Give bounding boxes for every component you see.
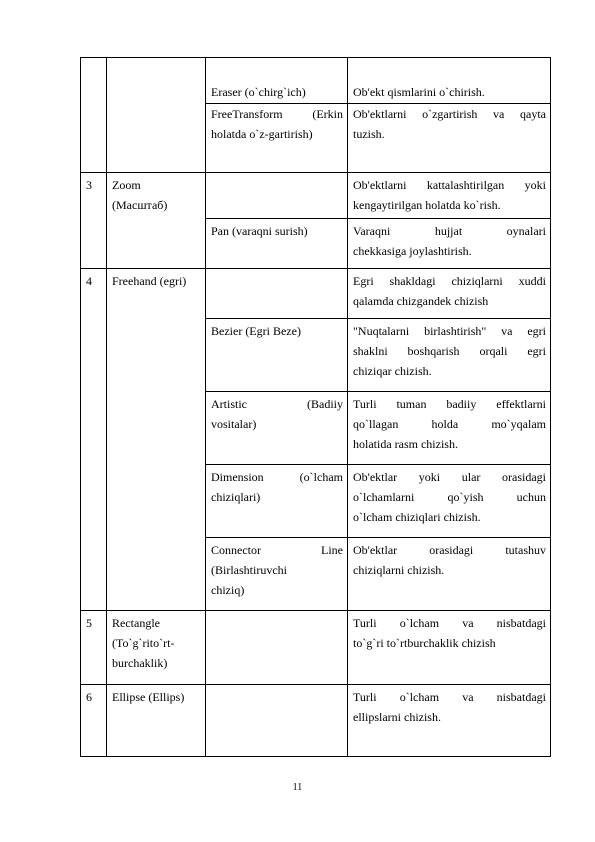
desc-cell-ellipse: Turli o`lcham va nisbatdagi ellipslarni chizish.: [353, 690, 546, 724]
tool-cell-artistic: Artistic (Badiiy vositalar): [211, 397, 343, 431]
desc-cell-pan: Varaqni hujjat oynalari chekkasiga joylashtirish.: [353, 224, 546, 258]
tool-cell-connector: Connector Line (Birlashtiruvchi chiziq): [211, 543, 343, 597]
tool-cell-dimension: Dimension (o`lcham chiziqlari): [211, 470, 343, 504]
desc-cell-eraser: Ob'ekt qismlarini o`chirish.: [353, 85, 485, 99]
desc-cell-rectangle: Turli o`lcham va nisbatdagi to`g`ri to`rtburchaklik chizish: [353, 616, 546, 650]
row-number: 3: [86, 178, 92, 192]
tools-table: [80, 57, 551, 757]
desc-cell-artistic: Turli tuman badiiy effektlarni qo`llagan holda mo`yqalam holatida rasm chizish.: [353, 397, 546, 451]
desc-cell-connector: Ob'ektlar orasidagi tutashuv chiziqlarni chizish.: [353, 543, 546, 577]
tool-name-freehand: Freehand (egri): [112, 274, 187, 288]
row-number: 5: [86, 616, 92, 630]
tool-name-zoom: Zoom (Масштаб): [112, 178, 168, 212]
row-number: 4: [86, 274, 92, 288]
desc-cell-zoom: Ob'ektlarni kattalashtirilgan yoki kengaytirilgan holatda ko`rish.: [353, 178, 546, 212]
tool-name-ellipse: Ellipse (Ellips): [112, 690, 185, 704]
row-number: 6: [86, 690, 92, 704]
desc-cell-freetransform: Ob'ektlarni o`zgartirish va qayta tuzish.: [353, 107, 546, 141]
desc-cell-freehand: Egri shakldagi chiziqlarni xuddi qalamda chizgandek chizish: [353, 274, 546, 308]
tool-cell-eraser: Eraser (o`chirg`ich): [211, 85, 306, 99]
desc-cell-dimension: Ob'ektlar yoki ular orasidagi o`lchamlarni qo`yish uchun o`lcham chiziqlari chizish.: [353, 470, 546, 524]
desc-cell-bezier: "Nuqtalarni birlashtirish" va egri shaklni boshqarish orqali egri chiziqar chizish.: [353, 324, 546, 378]
tool-cell-pan: Pan (varaqni surish): [211, 224, 308, 238]
tool-cell-bezier: Bezier (Egri Beze): [211, 324, 301, 338]
page-number: 11: [292, 782, 303, 793]
tool-cell-freetransform: FreeTransform (Erkin holatda o`z-gartirish): [211, 107, 343, 141]
tool-name-rectangle: Rectangle (To`g`rito`rt- burchaklik): [112, 616, 175, 670]
